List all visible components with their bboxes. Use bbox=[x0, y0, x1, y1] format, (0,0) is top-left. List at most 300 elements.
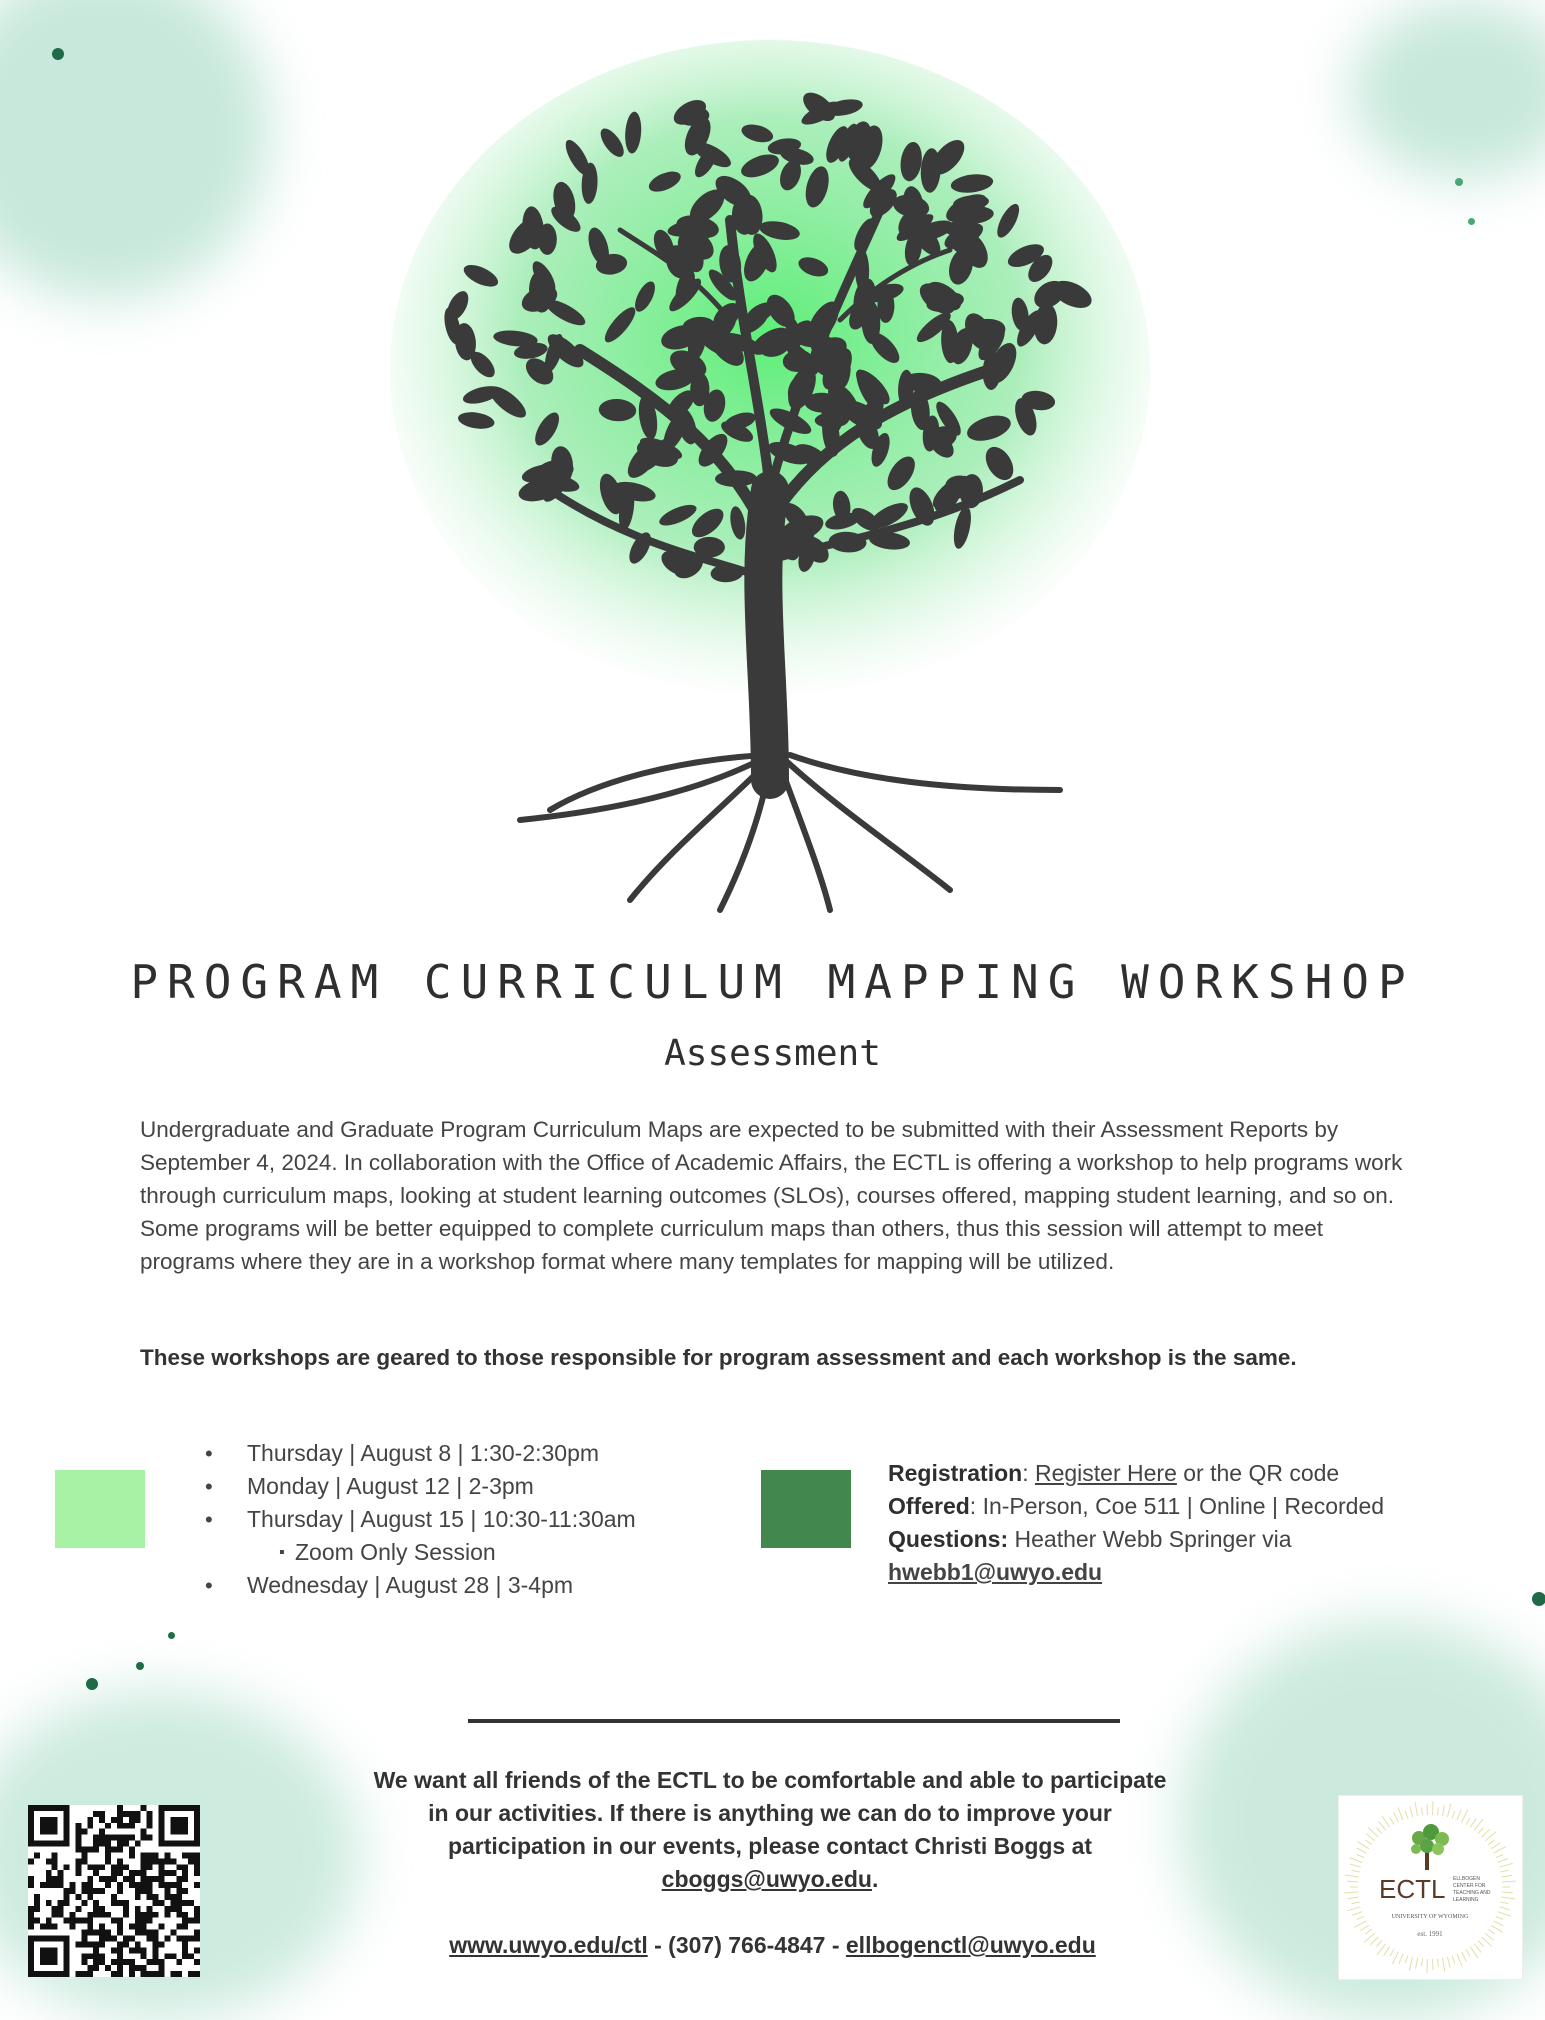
qr-module bbox=[182, 1888, 188, 1894]
qr-module bbox=[135, 1870, 141, 1876]
qr-module bbox=[182, 1864, 188, 1870]
qr-module bbox=[99, 1953, 105, 1959]
qr-module bbox=[188, 1852, 194, 1858]
qr-module bbox=[182, 1947, 188, 1953]
qr-module bbox=[153, 1912, 159, 1918]
qr-module bbox=[87, 1888, 93, 1894]
qr-module bbox=[147, 1876, 153, 1882]
ray bbox=[1502, 1892, 1513, 1893]
qr-module bbox=[182, 1935, 188, 1941]
qr-module bbox=[141, 1829, 147, 1835]
qr-module bbox=[93, 1847, 99, 1853]
qr-module bbox=[105, 1858, 111, 1864]
qr-module bbox=[170, 1953, 176, 1959]
ray bbox=[1344, 1892, 1358, 1893]
page-title: PROGRAM CURRICULUM MAPPING WORKSHOP bbox=[0, 955, 1545, 1009]
logo-name-line: CENTER FOR bbox=[1453, 1883, 1486, 1889]
qr-module bbox=[111, 1864, 117, 1870]
qr-module bbox=[147, 1835, 153, 1841]
qr-module bbox=[75, 1941, 81, 1947]
qr-module bbox=[46, 1900, 52, 1906]
qr-module bbox=[176, 1912, 182, 1918]
qr-module bbox=[158, 1864, 164, 1870]
ray bbox=[1485, 1933, 1493, 1940]
qr-module bbox=[176, 1959, 182, 1965]
ray bbox=[1488, 1840, 1495, 1845]
qr-module bbox=[93, 1870, 99, 1876]
qr-module bbox=[141, 1852, 147, 1858]
ray bbox=[1405, 1956, 1408, 1964]
qr-module bbox=[75, 1894, 81, 1900]
ray bbox=[1377, 1944, 1386, 1955]
qr-module bbox=[81, 1858, 87, 1864]
qr-module bbox=[70, 1888, 76, 1894]
ray bbox=[1457, 1810, 1461, 1820]
ray bbox=[1409, 1957, 1412, 1971]
qr-module bbox=[111, 1876, 117, 1882]
qr-module bbox=[117, 1823, 123, 1829]
logo-name-line: LEARNING bbox=[1453, 1897, 1479, 1903]
qr-finder bbox=[40, 1817, 58, 1835]
qr-module bbox=[93, 1888, 99, 1894]
session-item: • Monday | August 12 | 2-3pm bbox=[205, 1470, 636, 1503]
qr-module bbox=[129, 1935, 135, 1941]
qr-module bbox=[194, 1959, 200, 1965]
qr-module bbox=[111, 1935, 117, 1941]
register-link[interactable]: Register Here bbox=[1035, 1460, 1177, 1486]
qr-module bbox=[75, 1864, 81, 1870]
ray bbox=[1488, 1929, 1495, 1934]
qr-module bbox=[176, 1935, 182, 1941]
qr-module bbox=[87, 1817, 93, 1823]
qr-module bbox=[117, 1888, 123, 1894]
qr-module bbox=[93, 1811, 99, 1817]
qr-module bbox=[93, 1864, 99, 1870]
ray bbox=[1352, 1902, 1360, 1904]
session-subitem: ▪ Zoom Only Session bbox=[205, 1536, 636, 1569]
qr-module bbox=[70, 1924, 76, 1930]
qr-module bbox=[129, 1882, 135, 1888]
qr-module bbox=[105, 1882, 111, 1888]
qr-module bbox=[194, 1935, 200, 1941]
qr-module bbox=[188, 1953, 194, 1959]
qr-module bbox=[141, 1965, 147, 1971]
qr-module bbox=[123, 1864, 129, 1870]
qr-module bbox=[123, 1876, 129, 1882]
logo-name-line: ELLBOGEN bbox=[1453, 1876, 1480, 1882]
ray bbox=[1364, 1933, 1375, 1942]
qr-module bbox=[87, 1894, 93, 1900]
ray bbox=[1415, 1802, 1417, 1816]
intro-paragraph: Undergraduate and Graduate Program Curriculum Maps are expected to be submitted with their Assessment Reports by September 4, 2024. In collaboration with the Office of Academic Affairs, the ECTL is offering a workshop to help programs work through curriculum maps, looking at student learning outcomes (SLOs), courses offered, mapping student learning, and so on. Some programs will be better equipped to complete curriculum maps than others, thus this session will attempt to meet programs where they are in a workshop format where many templates for mapping will be utilized. bbox=[140, 1113, 1410, 1278]
ray bbox=[1399, 1954, 1403, 1964]
qr-module bbox=[46, 1924, 52, 1930]
ray bbox=[1352, 1912, 1362, 1916]
qr-module bbox=[141, 1835, 147, 1841]
qr-module bbox=[147, 1811, 153, 1817]
qr-module bbox=[176, 1882, 182, 1888]
ray bbox=[1466, 1818, 1470, 1825]
qr-module bbox=[164, 1882, 170, 1888]
ray bbox=[1390, 1949, 1394, 1956]
ray bbox=[1345, 1875, 1359, 1877]
ray bbox=[1501, 1897, 1515, 1899]
qr-module bbox=[117, 1930, 123, 1936]
qr-module bbox=[87, 1971, 93, 1977]
qr-module bbox=[117, 1900, 123, 1906]
qr-module bbox=[164, 1935, 170, 1941]
qr-code[interactable] bbox=[28, 1805, 200, 1977]
qr-finder bbox=[170, 1817, 188, 1835]
contact-line bbox=[0, 1932, 1545, 1959]
qr-module bbox=[28, 1876, 34, 1882]
ray bbox=[1491, 1925, 1503, 1932]
audience-note: These workshops are geared to those responsible for program assessment and each workshop is the same. bbox=[140, 1345, 1440, 1371]
contact-email-link[interactable]: ellbogenctl@uwyo.edu bbox=[846, 1932, 1096, 1958]
qr-module bbox=[28, 1924, 34, 1930]
logo-initials: ECTL bbox=[1379, 1874, 1445, 1904]
qr-module bbox=[64, 1888, 70, 1894]
qr-module bbox=[141, 1888, 147, 1894]
qr-module bbox=[123, 1811, 129, 1817]
light-green-swatch bbox=[55, 1470, 145, 1548]
ray bbox=[1394, 1812, 1399, 1822]
qr-module bbox=[188, 1858, 194, 1864]
qr-module bbox=[105, 1935, 111, 1941]
wash-top-right bbox=[1350, 0, 1545, 180]
qr-module bbox=[141, 1947, 147, 1953]
qr-module bbox=[147, 1959, 153, 1965]
accessibility-email-link[interactable]: cboggs@uwyo.edu bbox=[662, 1866, 872, 1892]
ink-dot bbox=[52, 48, 64, 60]
qr-module bbox=[129, 1823, 135, 1829]
ray bbox=[1352, 1870, 1360, 1872]
qr-module bbox=[117, 1924, 123, 1930]
ray bbox=[1457, 1954, 1462, 1967]
ray bbox=[1427, 1959, 1428, 1973]
qr-module bbox=[111, 1835, 117, 1841]
qr-module bbox=[117, 1971, 123, 1977]
qr-module bbox=[99, 1888, 105, 1894]
ray bbox=[1498, 1912, 1511, 1917]
qr-module bbox=[194, 1882, 200, 1888]
qr-module bbox=[52, 1924, 58, 1930]
qr-module bbox=[141, 1930, 147, 1936]
qr-module bbox=[129, 1965, 135, 1971]
qr-module bbox=[135, 1888, 141, 1894]
ray bbox=[1377, 1828, 1382, 1834]
qr-module bbox=[117, 1811, 123, 1817]
qr-module bbox=[153, 1930, 159, 1936]
ray bbox=[1382, 1816, 1390, 1828]
wash-top-left bbox=[0, 0, 270, 300]
ray bbox=[1392, 1952, 1398, 1965]
qr-module bbox=[111, 1894, 117, 1900]
qr-module bbox=[176, 1924, 182, 1930]
qr-module bbox=[70, 1918, 76, 1924]
qr-module bbox=[34, 1918, 40, 1924]
qr-module bbox=[170, 1870, 176, 1876]
qr-module bbox=[170, 1894, 176, 1900]
ray bbox=[1433, 1801, 1434, 1815]
qr-module bbox=[87, 1823, 93, 1829]
qr-module bbox=[135, 1882, 141, 1888]
qr-module bbox=[40, 1924, 46, 1930]
qr-module bbox=[176, 1900, 182, 1906]
qr-module bbox=[75, 1823, 81, 1829]
ray bbox=[1398, 1807, 1403, 1820]
qr-module bbox=[87, 1965, 93, 1971]
qr-module bbox=[52, 1912, 58, 1918]
qr-module bbox=[153, 1941, 159, 1947]
qr-module bbox=[176, 1888, 182, 1894]
qr-module bbox=[147, 1888, 153, 1894]
qr-module bbox=[93, 1941, 99, 1947]
qr-module bbox=[176, 1906, 182, 1912]
qr-module bbox=[158, 1959, 164, 1965]
qr-module bbox=[123, 1841, 129, 1847]
qr-module bbox=[141, 1912, 147, 1918]
qr-module bbox=[158, 1882, 164, 1888]
ray bbox=[1452, 1811, 1455, 1819]
qr-module bbox=[117, 1918, 123, 1924]
qr-module bbox=[28, 1882, 34, 1888]
ink-dot bbox=[86, 1678, 98, 1690]
qr-module bbox=[93, 1959, 99, 1965]
ray bbox=[1501, 1875, 1512, 1877]
ray bbox=[1466, 1949, 1470, 1956]
dark-green-swatch bbox=[761, 1470, 851, 1548]
qr-module bbox=[141, 1870, 147, 1876]
qr-module bbox=[164, 1852, 170, 1858]
qr-module bbox=[188, 1971, 194, 1977]
qr-module bbox=[164, 1906, 170, 1912]
qr-module bbox=[194, 1912, 200, 1918]
qr-module bbox=[135, 1817, 141, 1823]
qr-module bbox=[117, 1870, 123, 1876]
qr-module bbox=[194, 1858, 200, 1864]
qr-module bbox=[93, 1953, 99, 1959]
qr-module bbox=[52, 1876, 58, 1882]
questions-value: Heather Webb Springer via bbox=[1008, 1526, 1291, 1552]
qr-module bbox=[194, 1971, 200, 1977]
qr-module bbox=[135, 1941, 141, 1947]
qr-module bbox=[75, 1918, 81, 1924]
qr-module bbox=[194, 1930, 200, 1936]
qr-module bbox=[99, 1864, 105, 1870]
qr-module bbox=[123, 1941, 129, 1947]
qr-module bbox=[170, 1906, 176, 1912]
qr-module bbox=[141, 1805, 147, 1811]
qr-module bbox=[28, 1858, 34, 1864]
qr-module bbox=[182, 1953, 188, 1959]
qr-module bbox=[105, 1852, 111, 1858]
qr-module bbox=[129, 1924, 135, 1930]
qr-module bbox=[158, 1858, 164, 1864]
qr-module bbox=[99, 1811, 105, 1817]
qr-module bbox=[170, 1858, 176, 1864]
qr-module bbox=[75, 1835, 81, 1841]
qr-module bbox=[194, 1870, 200, 1876]
ray bbox=[1347, 1881, 1358, 1882]
qr-module bbox=[135, 1912, 141, 1918]
qr-module bbox=[64, 1894, 70, 1900]
qr-module bbox=[182, 1941, 188, 1947]
qr-module bbox=[123, 1823, 129, 1829]
qr-module bbox=[75, 1906, 81, 1912]
qr-module bbox=[117, 1882, 123, 1888]
qr-module bbox=[75, 1847, 81, 1853]
qr-module bbox=[64, 1900, 70, 1906]
qr-module bbox=[182, 1912, 188, 1918]
ray bbox=[1410, 1807, 1413, 1818]
qr-module bbox=[153, 1953, 159, 1959]
tree-illustration bbox=[300, 20, 1200, 920]
qr-module bbox=[81, 1918, 87, 1924]
qr-module bbox=[153, 1852, 159, 1858]
qr-module bbox=[153, 1971, 159, 1977]
qr-module bbox=[194, 1947, 200, 1953]
qr-module bbox=[141, 1918, 147, 1924]
qr-module bbox=[105, 1841, 111, 1847]
qr-module bbox=[99, 1912, 105, 1918]
qr-module bbox=[176, 1971, 182, 1977]
qr-module bbox=[129, 1835, 135, 1841]
qr-module bbox=[188, 1918, 194, 1924]
questions-email-link[interactable]: hwebb1@uwyo.edu bbox=[888, 1559, 1102, 1585]
qr-module bbox=[52, 1852, 58, 1858]
qr-module bbox=[70, 1912, 76, 1918]
ray bbox=[1500, 1870, 1508, 1872]
qr-module bbox=[176, 1894, 182, 1900]
qr-module bbox=[34, 1894, 40, 1900]
qr-module bbox=[147, 1894, 153, 1900]
qr-module bbox=[153, 1894, 159, 1900]
qr-module bbox=[52, 1858, 58, 1864]
qr-module bbox=[147, 1918, 153, 1924]
qr-module bbox=[93, 1841, 99, 1847]
qr-module bbox=[182, 1852, 188, 1858]
qr-module bbox=[111, 1870, 117, 1876]
qr-module bbox=[141, 1924, 147, 1930]
ray bbox=[1405, 1811, 1408, 1819]
qr-module bbox=[182, 1876, 188, 1882]
website-link[interactable]: www.uwyo.edu/ctl bbox=[449, 1932, 648, 1958]
ray bbox=[1502, 1881, 1516, 1882]
qr-module bbox=[164, 1953, 170, 1959]
qr-module bbox=[194, 1864, 200, 1870]
qr-module bbox=[46, 1870, 52, 1876]
ray bbox=[1491, 1843, 1500, 1849]
qr-module bbox=[153, 1935, 159, 1941]
qr-module bbox=[52, 1864, 58, 1870]
qr-module bbox=[141, 1858, 147, 1864]
qr-module bbox=[87, 1953, 93, 1959]
qr-module bbox=[75, 1841, 81, 1847]
ray bbox=[1494, 1847, 1506, 1854]
qr-module bbox=[153, 1959, 159, 1965]
qr-module bbox=[158, 1965, 164, 1971]
registration-line: Registration: Register Here or the QR code bbox=[888, 1457, 1448, 1490]
qr-module bbox=[123, 1912, 129, 1918]
qr-module bbox=[141, 1864, 147, 1870]
ray bbox=[1384, 1947, 1390, 1956]
qr-module bbox=[99, 1906, 105, 1912]
qr-finder bbox=[40, 1947, 58, 1965]
ray bbox=[1350, 1864, 1361, 1867]
qr-module bbox=[170, 1930, 176, 1936]
qr-module bbox=[129, 1852, 135, 1858]
qr-module bbox=[75, 1858, 81, 1864]
qr-module bbox=[194, 1852, 200, 1858]
qr-module bbox=[87, 1864, 93, 1870]
qr-module bbox=[194, 1918, 200, 1924]
ray bbox=[1368, 1827, 1378, 1837]
logo-name-line: TEACHING AND bbox=[1453, 1890, 1491, 1896]
ray bbox=[1485, 1832, 1496, 1841]
qr-module bbox=[123, 1835, 129, 1841]
qr-module bbox=[117, 1817, 123, 1823]
qr-module bbox=[158, 1876, 164, 1882]
qr-module bbox=[129, 1811, 135, 1817]
qr-module bbox=[58, 1876, 64, 1882]
qr-module bbox=[81, 1953, 87, 1959]
ray bbox=[1357, 1916, 1364, 1919]
qr-module bbox=[147, 1935, 153, 1941]
ray bbox=[1422, 1959, 1423, 1967]
qr-module bbox=[194, 1906, 200, 1912]
qr-module bbox=[117, 1805, 123, 1811]
ray bbox=[1354, 1921, 1366, 1928]
qr-module bbox=[75, 1971, 81, 1977]
qr-module bbox=[99, 1924, 105, 1930]
qr-module bbox=[111, 1959, 117, 1965]
logo-est: est. 1991 bbox=[1417, 1930, 1443, 1938]
qr-module bbox=[117, 1847, 123, 1853]
qr-module bbox=[147, 1823, 153, 1829]
qr-module bbox=[105, 1847, 111, 1853]
qr-module bbox=[129, 1971, 135, 1977]
ray bbox=[1360, 1925, 1369, 1931]
qr-module bbox=[135, 1906, 141, 1912]
section-divider bbox=[468, 1719, 1120, 1723]
qr-module bbox=[147, 1971, 153, 1977]
qr-module bbox=[135, 1894, 141, 1900]
qr-module bbox=[141, 1953, 147, 1959]
qr-module bbox=[117, 1959, 123, 1965]
ray bbox=[1496, 1855, 1503, 1858]
qr-module bbox=[129, 1876, 135, 1882]
qr-module bbox=[176, 1876, 182, 1882]
qr-module bbox=[87, 1924, 93, 1930]
ray bbox=[1482, 1829, 1490, 1837]
qr-module bbox=[64, 1918, 70, 1924]
qr-module bbox=[141, 1971, 147, 1977]
offered-line bbox=[888, 1490, 1448, 1523]
ectl-logo bbox=[1338, 1795, 1523, 1980]
ink-dot bbox=[168, 1632, 175, 1639]
qr-module bbox=[135, 1924, 141, 1930]
ray bbox=[1365, 1840, 1372, 1845]
qr-module bbox=[176, 1864, 182, 1870]
qr-module bbox=[129, 1817, 135, 1823]
qr-module bbox=[87, 1918, 93, 1924]
qr-module bbox=[117, 1953, 123, 1959]
qr-module bbox=[182, 1900, 188, 1906]
qr-module bbox=[93, 1912, 99, 1918]
qr-module bbox=[87, 1882, 93, 1888]
ray bbox=[1357, 1848, 1367, 1853]
